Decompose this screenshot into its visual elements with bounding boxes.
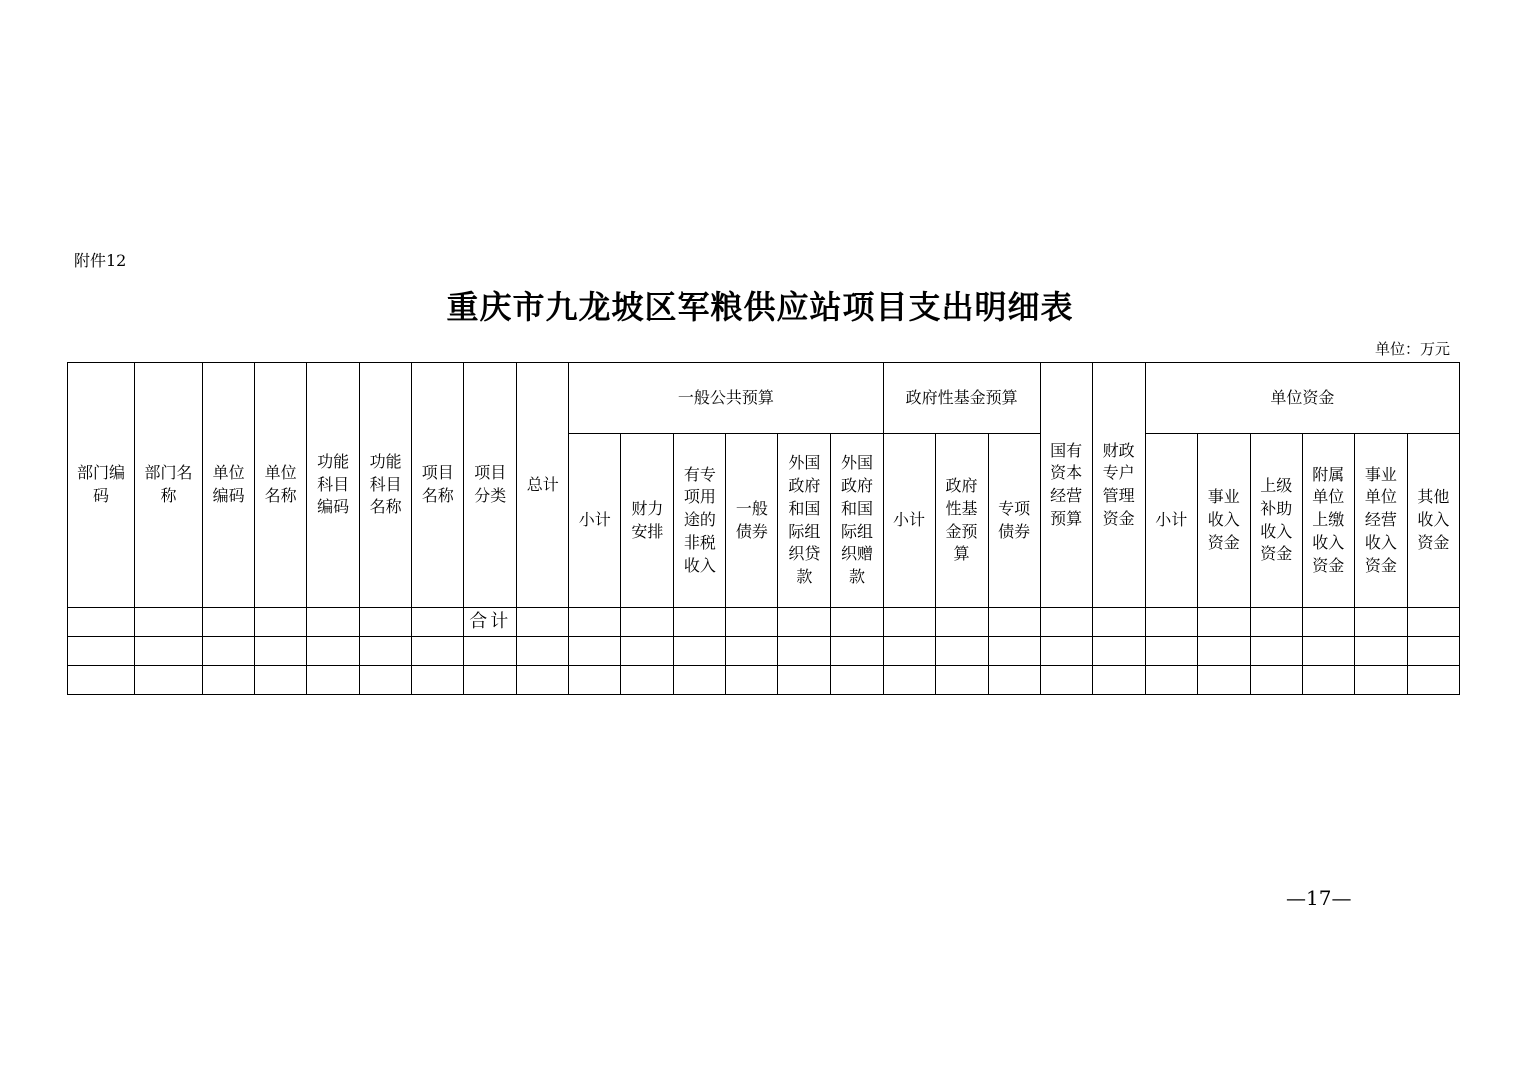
- table-cell: [1250, 666, 1302, 695]
- table-cell: [1040, 637, 1092, 666]
- header-gb-grants: 外国政府和国际组织赠款: [831, 434, 883, 608]
- table-cell: [360, 608, 412, 637]
- table-cell: [621, 666, 674, 695]
- table-cell: [1407, 666, 1459, 695]
- header-unit-funds: 单位资金: [1145, 363, 1459, 434]
- table-cell: [1302, 637, 1354, 666]
- header-proj-type: 项目分类: [464, 363, 517, 608]
- header-gb-loans: 外国政府和国际组织贷款: [778, 434, 831, 608]
- header-fiscal-account: 财政专户管理资金: [1092, 363, 1145, 608]
- table-cell: [68, 637, 135, 666]
- table-cell: [1092, 637, 1145, 666]
- header-uf-affiliated: 附属单位上缴收入资金: [1302, 434, 1354, 608]
- header-gf-fund: 政府性基金预算: [935, 434, 988, 608]
- table-cell: [203, 608, 255, 637]
- table-cell: [135, 637, 203, 666]
- table-cell: [1407, 608, 1459, 637]
- header-dept-name: 部门名称: [135, 363, 203, 608]
- header-uf-other: 其他收入资金: [1407, 434, 1459, 608]
- table-cell: [883, 608, 935, 637]
- header-proj-name: 项目名称: [412, 363, 464, 608]
- table-cell: [621, 608, 674, 637]
- table-cell: [935, 608, 988, 637]
- table-cell: [1354, 637, 1407, 666]
- table-cell: [255, 666, 307, 695]
- table-cell: [1302, 608, 1354, 637]
- header-grand-total: 总计: [517, 363, 569, 608]
- table-cell: [831, 637, 883, 666]
- table-cell: [988, 637, 1040, 666]
- table-cell: [203, 666, 255, 695]
- table-cell: [726, 637, 778, 666]
- unit-label: 单位：万元: [1374, 340, 1450, 358]
- table-cell: [988, 666, 1040, 695]
- header-gb-financial: 财力安排: [621, 434, 674, 608]
- table-cell: [726, 608, 778, 637]
- table-cell: [1040, 666, 1092, 695]
- table-cell: [1354, 608, 1407, 637]
- header-gb-bonds: 一般债券: [726, 434, 778, 608]
- table-cell: [203, 637, 255, 666]
- header-general-budget: 一般公共预算: [569, 363, 883, 434]
- table-row: [68, 666, 1460, 695]
- header-uf-subsidy: 上级补助收入资金: [1250, 434, 1302, 608]
- table-cell: [674, 637, 726, 666]
- table-row: [68, 637, 1460, 666]
- table-cell: [360, 637, 412, 666]
- table-cell: [778, 637, 831, 666]
- header-func-name: 功能科目名称: [360, 363, 412, 608]
- header-gb-nontax: 有专项用途的非税收入: [674, 434, 726, 608]
- table-cell: [778, 666, 831, 695]
- table-cell: [1197, 608, 1250, 637]
- header-gov-fund-budget: 政府性基金预算: [883, 363, 1040, 434]
- table-cell: [517, 666, 569, 695]
- header-func-code: 功能科目编码: [307, 363, 360, 608]
- table-cell: [360, 666, 412, 695]
- table-cell: [307, 666, 360, 695]
- table-cell: [1197, 666, 1250, 695]
- table-cell: [674, 666, 726, 695]
- header-gf-bonds: 专项债券: [988, 434, 1040, 608]
- table-cell: [517, 608, 569, 637]
- table-cell: [569, 637, 621, 666]
- table-cell: [569, 608, 621, 637]
- header-uf-operating: 事业单位经营收入资金: [1354, 434, 1407, 608]
- table-cell: [464, 666, 517, 695]
- header-unit-code: 单位编码: [203, 363, 255, 608]
- table-cell: [307, 637, 360, 666]
- table-cell: [726, 666, 778, 695]
- table-cell: [1040, 608, 1092, 637]
- table-cell: [1250, 608, 1302, 637]
- attachment-label: 附件12: [74, 251, 127, 270]
- page-number: —17—: [1286, 886, 1352, 910]
- header-uf-subtotal: 小计: [1145, 434, 1197, 608]
- header-state-capital: 国有资本经营预算: [1040, 363, 1092, 608]
- table-cell: [255, 637, 307, 666]
- header-unit-name: 单位名称: [255, 363, 307, 608]
- table-cell: [1354, 666, 1407, 695]
- table-cell: [621, 637, 674, 666]
- header-dept-code: 部门编码: [68, 363, 135, 608]
- table-cell: [831, 608, 883, 637]
- table-cell: [778, 608, 831, 637]
- table-cell: [255, 608, 307, 637]
- table-cell: [1197, 637, 1250, 666]
- total-row: [68, 608, 1460, 637]
- table-cell: [68, 666, 135, 695]
- table-cell: [569, 666, 621, 695]
- table-cell: [831, 666, 883, 695]
- header-row-groups: [68, 363, 1460, 434]
- table-cell: [412, 608, 464, 637]
- table-cell: [1250, 637, 1302, 666]
- table-cell: [517, 637, 569, 666]
- table-cell: [1092, 666, 1145, 695]
- table-cell: [883, 637, 935, 666]
- table-cell: [1092, 608, 1145, 637]
- table-cell: [68, 608, 135, 637]
- table-cell: [1302, 666, 1354, 695]
- header-gb-subtotal: 小计: [569, 434, 621, 608]
- table-cell: [1145, 666, 1197, 695]
- table-cell: [135, 666, 203, 695]
- project-expenditure-table: [67, 362, 1460, 695]
- table-cell: [883, 666, 935, 695]
- table-cell: [988, 608, 1040, 637]
- table-cell: [1145, 608, 1197, 637]
- table-cell: [935, 666, 988, 695]
- table-cell: [1407, 637, 1459, 666]
- table-cell: [1145, 637, 1197, 666]
- table-cell: [307, 608, 360, 637]
- table-cell: [412, 666, 464, 695]
- table-cell: [412, 637, 464, 666]
- page-title: 重庆市九龙坡区军粮供应站项目支出明细表: [446, 288, 1074, 326]
- header-gf-subtotal: 小计: [883, 434, 935, 608]
- header-uf-business: 事业收入资金: [1197, 434, 1250, 608]
- table-cell: [674, 608, 726, 637]
- table-cell: [935, 637, 988, 666]
- table-cell: [464, 637, 517, 666]
- total-label: 合计: [464, 608, 517, 637]
- table-cell: [135, 608, 203, 637]
